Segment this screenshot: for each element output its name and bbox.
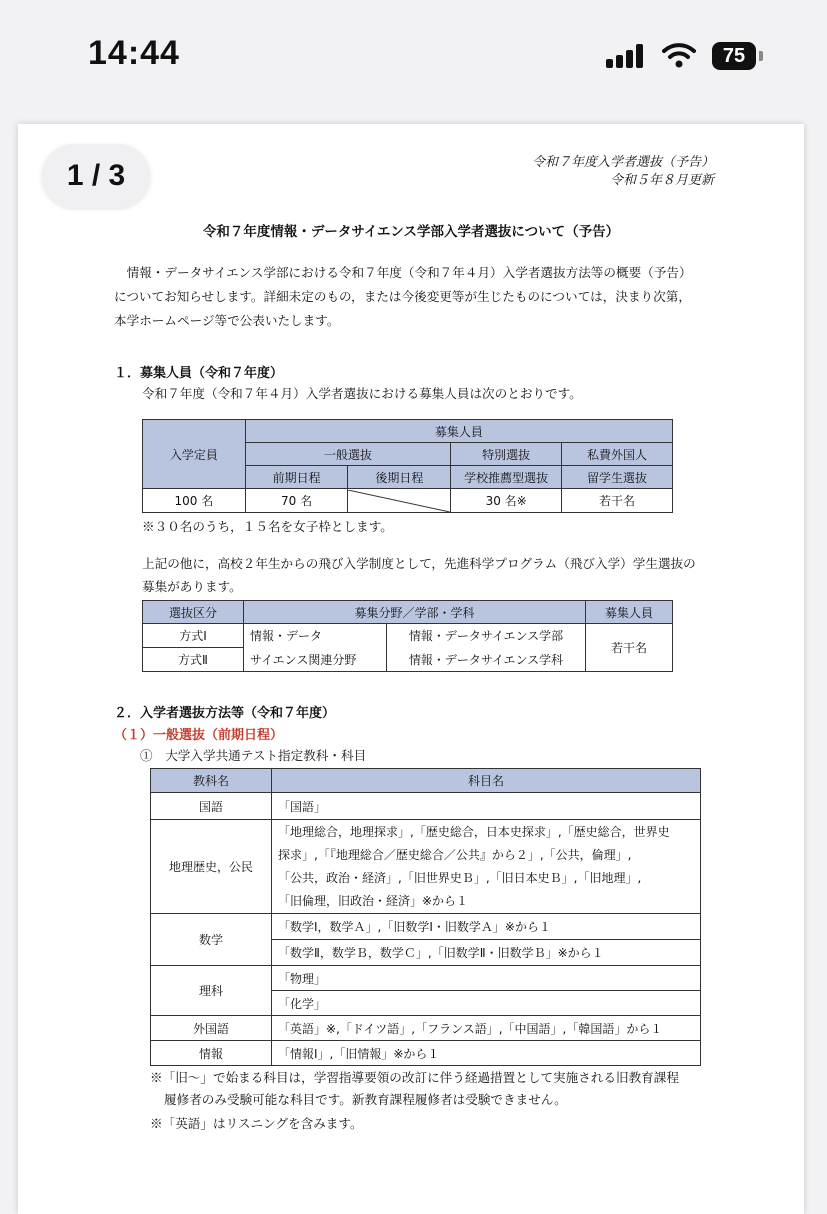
subject-chireki: 地理歴史，公民 bbox=[151, 820, 272, 914]
header-line-1: 令和７年度入学者選抜（予告） bbox=[531, 155, 714, 170]
course-kokugo: 「国語」 bbox=[272, 793, 701, 820]
course-gaikoku: 「英語」※,「ドイツ語」,「フランス語」,「中国語」,「韓国語」から１ bbox=[272, 1016, 701, 1041]
header-count: 募集人員 bbox=[586, 601, 673, 624]
early-admission-text-2: 募集があります。 bbox=[142, 579, 242, 594]
early-admission-text-1: 上記の他に，高校２年生からの飛び入学制度として，先進科学プログラム（飛び入学）学生選抜の bbox=[142, 556, 696, 571]
cellular-signal-icon bbox=[606, 44, 646, 68]
value-school: 30 名※ bbox=[451, 489, 562, 513]
section-2-heading: ２．入学者選抜方法等（令和７年度） bbox=[114, 706, 336, 721]
header-type: 選抜区分 bbox=[143, 601, 244, 624]
recruitment-table bbox=[142, 419, 673, 513]
course-sugaku-1: 「数学Ⅰ，数学Ａ」,「旧数学Ⅰ・旧数学Ａ」※から１ bbox=[272, 914, 701, 940]
intro-line: 本学ホームページ等で公表いたします。 bbox=[114, 313, 340, 328]
header-line-2: 令和５年８月更新 bbox=[609, 173, 714, 188]
field-line-1: 情報・データ bbox=[244, 624, 387, 648]
header-general: 一般選抜 bbox=[245, 443, 450, 466]
quota-note: ※３０名のうち，１５名を女子枠とします。 bbox=[142, 519, 393, 534]
page-indicator: 1 / 3 bbox=[42, 144, 150, 208]
header-intl: 留学生選抜 bbox=[562, 466, 673, 489]
document-page[interactable] bbox=[18, 124, 804, 1214]
subject-kokugo: 国語 bbox=[151, 793, 272, 820]
header-second: 後期日程 bbox=[348, 466, 451, 489]
section-1-heading: １．募集人員（令和７年度） bbox=[114, 366, 284, 381]
value-intl: 若干名 bbox=[562, 489, 673, 513]
course-line: 「旧倫理，旧政治・経済」※から１ bbox=[278, 893, 469, 908]
value-first: 70 名 bbox=[245, 489, 348, 513]
diagonal-slash bbox=[348, 490, 450, 512]
course-line: 「公共，政治・経済」,「旧世界史Ｂ」,「旧日本史Ｂ」,「旧地理」, bbox=[278, 870, 642, 885]
header-private: 私費外国人 bbox=[562, 443, 673, 466]
subject-rika: 理科 bbox=[151, 966, 272, 1016]
note-1-line-1: ※「旧～」で始まる科目は，学習指導要領の改訂に伴う経過措置として実施される旧教育課程 bbox=[150, 1070, 679, 1085]
header-first: 前期日程 bbox=[245, 466, 348, 489]
type-2: 方式Ⅱ bbox=[143, 648, 244, 672]
dept-line-2: 情報・データサイエンス学科 bbox=[387, 648, 586, 672]
type-1: 方式Ⅰ bbox=[143, 624, 244, 648]
document-header bbox=[532, 154, 714, 190]
intro-paragraph bbox=[114, 261, 714, 333]
count-value: 若干名 bbox=[586, 624, 673, 672]
intro-line: についてお知らせします。詳細未定のもの，または今後変更等が生じたものについては，決まり次第， bbox=[114, 289, 691, 304]
section-2-item: ① 大学入学共通テスト指定教科・科目 bbox=[140, 748, 367, 763]
subject-gaikoku: 外国語 bbox=[151, 1016, 272, 1041]
status-time: 14:44 bbox=[88, 34, 180, 72]
value-capacity: 100 名 bbox=[143, 489, 246, 513]
field-line-2: サイエンス関連分野 bbox=[244, 648, 387, 672]
course-joho: 「情報Ⅰ」,「旧情報」※から１ bbox=[272, 1041, 701, 1066]
section-1-text: 令和７年度（令和７年４月）入学者選抜における募集人員は次のとおりです。 bbox=[142, 386, 582, 401]
course-chireki bbox=[272, 820, 701, 914]
header-special: 特別選抜 bbox=[451, 443, 562, 466]
course-rika-2: 「化学」 bbox=[272, 991, 701, 1016]
status-bar bbox=[0, 0, 827, 110]
course-rika-1: 「物理」 bbox=[272, 966, 701, 991]
note-2: ※「英語」はリスニングを含みます。 bbox=[150, 1116, 363, 1131]
course-sugaku-2: 「数学Ⅱ，数学Ｂ，数学Ｃ」,「旧数学Ⅱ・旧数学Ｂ」※から１ bbox=[272, 940, 701, 966]
battery-icon: 75 bbox=[712, 42, 756, 70]
wifi-icon bbox=[662, 40, 696, 70]
early-admission-table bbox=[142, 600, 673, 672]
course-line: 「地理総合，地理探求」,「歴史総合，日本史探求」,「歴史総合，世界史 bbox=[278, 824, 670, 839]
header-capacity: 入学定員 bbox=[143, 420, 246, 489]
header-course: 科目名 bbox=[272, 769, 701, 793]
header-school: 学校推薦型選抜 bbox=[451, 466, 562, 489]
battery-tip bbox=[759, 51, 763, 61]
subject-joho: 情報 bbox=[151, 1041, 272, 1066]
header-recruit: 募集人員 bbox=[245, 420, 672, 443]
header-subject: 教科名 bbox=[151, 769, 272, 793]
note-1-line-2: 履修者のみ受験可能な科目です。新教育課程履修者は受験できません。 bbox=[164, 1092, 567, 1107]
header-field: 募集分野／学部・学科 bbox=[244, 601, 586, 624]
course-line: 探求」,「『地理総合／歴史総合／公共』から２」,「公共，倫理」, bbox=[278, 847, 632, 862]
intro-line: 情報・データサイエンス学部における令和７年度（令和７年４月）入学者選抜方法等の概要（予告） bbox=[114, 265, 692, 280]
subject-sugaku: 数学 bbox=[151, 914, 272, 966]
section-2-subheading: （１）一般選抜（前期日程） bbox=[114, 728, 284, 743]
subjects-table bbox=[150, 768, 701, 1066]
value-second-empty bbox=[348, 489, 451, 513]
dept-line-1: 情報・データサイエンス学部 bbox=[387, 624, 586, 648]
document-title: 令和７年度情報・データサイエンス学部入学者選抜について（予告） bbox=[202, 224, 620, 240]
